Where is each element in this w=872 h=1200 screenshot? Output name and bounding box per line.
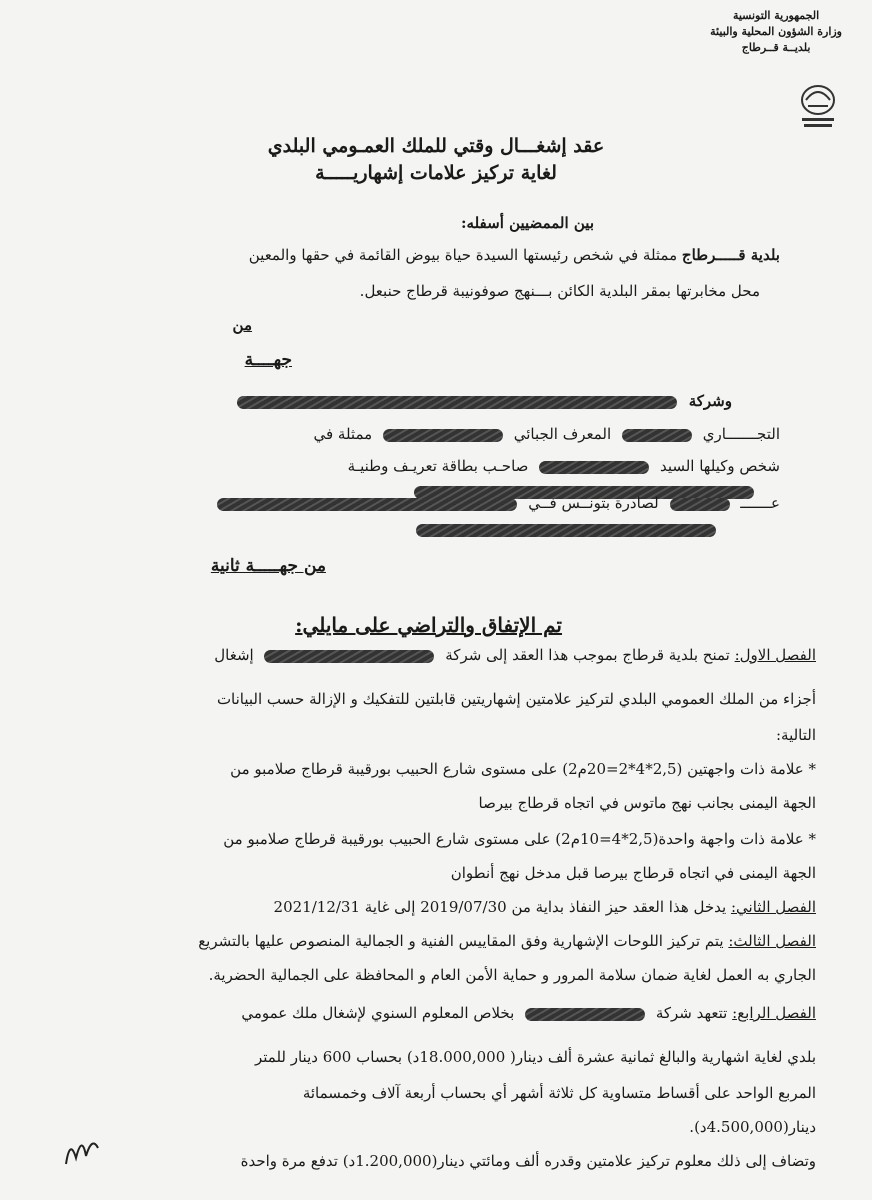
agent-label: شخص وكيلها السيد — [659, 457, 780, 475]
article4-text: تتعهد شركة — [655, 1004, 728, 1022]
article1-label: الفصل الاول: — [734, 646, 816, 664]
represented-label: ممثلة في — [313, 425, 373, 443]
article3-label: الفصل الثالث: — [728, 932, 816, 950]
article3-line1 — [198, 932, 816, 950]
article4-line5: وتضاف إلى ذلك معلوم تركيز علامتين وقدره ألف ومائتي دينار(1.200,000د) تدفع مرة واحدة — [240, 1152, 816, 1170]
letterhead — [710, 8, 842, 56]
article1-text-end: إشغال — [214, 646, 254, 664]
from-label: من — [232, 316, 252, 334]
agent-line — [348, 457, 780, 475]
article4-text-end: بخلاص المعلوم السنوي لإشغال ملك عمومي — [241, 1004, 515, 1022]
tax-id-label: المعرف الجبائي — [513, 425, 612, 443]
issued-label: لصادرة بتونــس فــي — [528, 494, 659, 512]
bullet1-line1: * علامة ذات واجهتين (2,5*4*2=20م2) على مستوى شارع الحبيب بورقيبة قرطاج صلامبو من — [230, 760, 816, 778]
party1-name: بلدية قـــــرطاج — [681, 246, 780, 264]
article1-text: تمنح بلدية قرطاج بموجب هذا العقد إلى شركة — [445, 646, 730, 664]
issued-line — [211, 494, 780, 512]
trade-label: التجـــــــاري — [702, 425, 780, 443]
party1-desc: ممثلة في شخص رئيستها السيدة حياة بيوض القائمة في حقها والمعين — [248, 246, 678, 264]
company-label: وشركة — [688, 392, 732, 410]
bullet2-line2: الجهة اليمنى في اتجاه قرطاج بيرصا قبل مدخل نهج أنطوان — [450, 864, 816, 882]
bullet1-line2: الجهة اليمنى بجانب نهج ماتوس في اتجاه قرطاج بيرصا — [478, 794, 816, 812]
side-label: جهــــة — [244, 350, 292, 370]
letterhead-republic: الجمهورية التونسية — [732, 9, 820, 22]
issued-prefix: عـــــــ — [740, 494, 780, 512]
redaction-mark — [622, 429, 692, 442]
article1-line3: التالية: — [775, 726, 816, 744]
redaction-mark — [217, 498, 517, 511]
redaction-mark — [670, 498, 730, 511]
redaction-mark — [237, 396, 677, 409]
redaction-mark — [539, 461, 649, 474]
second-side-label: من جهـــــة ثانية — [210, 556, 326, 576]
article1-line2: أجزاء من الملك العمومي البلدي لتركيز علامتين إشهاريتين قابلتين للتفكيك و الإزالة حسب البيانات — [216, 690, 816, 708]
article1-line1 — [214, 646, 816, 664]
article4-line4: دينار(4.500,000د). — [689, 1118, 816, 1136]
trade-line — [313, 425, 780, 443]
between-label: بين الممضيين أسفله: — [461, 214, 594, 232]
document-title: عقد إشغـــال وقتي للملك العمـومي البلدي — [267, 135, 605, 157]
article4-line1 — [241, 1004, 816, 1022]
company-line — [231, 392, 732, 410]
article2-line — [274, 898, 816, 916]
agreement-heading: تم الإتفاق والتراضي على مايلي: — [295, 613, 562, 637]
redaction-mark — [383, 429, 503, 442]
letterhead-municipality: بلديــة قــرطاج — [741, 41, 811, 54]
article4-line2: بلدي لغاية اشهارية والبالغ ثمانية عشرة ألف دينار( 18.000,000د) بحساب 600 دينار للمتر — [254, 1048, 816, 1066]
signature-mark — [62, 1128, 102, 1168]
redaction-block — [410, 520, 722, 539]
bullet2-line1: * علامة ذات واجهة واحدة(2,5*4=10م2) على مستوى شارع الحبيب بورقيبة قرطاج صلامبو من — [223, 830, 816, 848]
redaction-mark — [416, 524, 716, 537]
article3-line2: الجاري به العمل لغاية ضمان سلامة المرور و حماية الأمن العام و المحافظة على الجمالية الحضرية. — [208, 966, 816, 984]
document-subtitle: لغاية تركيز علامات إشهاريـــــة — [315, 162, 557, 184]
article4-label: الفصل الرابع: — [732, 1004, 816, 1022]
carthage-emblem-icon — [794, 78, 842, 130]
party1-line1 — [249, 246, 780, 264]
id-card-label: صاحـب بطاقة تعريـف وطنيـة — [347, 457, 529, 475]
article3-text: يتم تركيز اللوحات الإشهارية وفق المقاييس الفنية و الجمالية المنصوص عليها بالتشريع — [198, 932, 724, 950]
article2-text: يدخل هذا العقد حيز النفاذ بداية من 2019/07/30 إلى غاية 2021/12/31 — [273, 898, 727, 916]
party1-line2: محل مخابرتها بمقر البلدية الكائن بـــنهج صوفونيبة قرطاج حنبعل. — [359, 282, 760, 300]
article4-line3: المربع الواحد على أقساط متساوية كل ثلاثة أشهر أي بحساب أربعة آلاف وخمسمائة — [302, 1084, 816, 1102]
letterhead-ministry: وزارة الشؤون المحلية والبيئة — [710, 25, 842, 38]
article2-label: الفصل الثاني: — [730, 898, 816, 916]
redaction-mark — [525, 1008, 645, 1021]
redaction-mark — [264, 650, 434, 663]
